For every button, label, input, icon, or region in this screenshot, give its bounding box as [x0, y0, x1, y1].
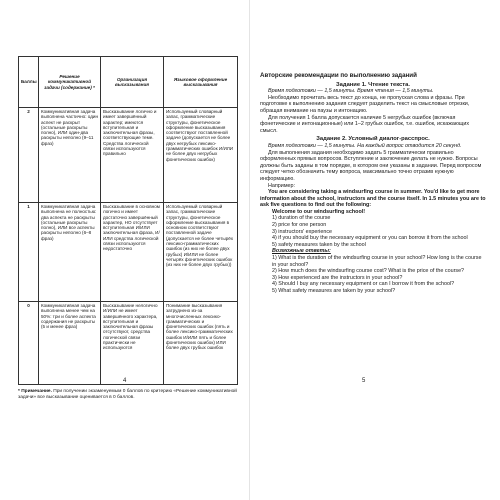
answer-item: 4) Should I buy any necessary equipment or can I borrow it from the school?: [272, 281, 455, 288]
answer-item: 1) What is the duration of the windsurfing course in your school? How long is the course in your school?: [272, 255, 482, 268]
table-row: [19, 108, 238, 203]
right-content: [260, 72, 486, 295]
header-language: Языковое оформление высказывания: [164, 57, 238, 108]
row-language: Используемый словарный запас, грамматические структуры, фонетическое оформление высказывания соответствуют поставленной задаче (допускается не более двух негрубых лексико-грамматических ошибок И/ИЛИ не более двух негрубых фонетических ошибок): [164, 108, 238, 203]
task1-paragraph-2: Для получения 1 балла допускается наличие 5 негрубых ошибок (включая фонетические и интонационные) или 1–2 грубых ошибок, т.е. ошибок, искажающих смысл.: [260, 114, 470, 134]
task2-paragraph: Для выполнения задания необходимо задать 5 грамматически правильно оформленных прямых вопросов. Вступление и заключение делать не нужно. Вопросы должны быть заданы в том порядке, в котором они указаны в задании. Перед вопросом следует четко обозначить тему вопроса, максимально точно отразив нужную информацию.: [260, 149, 482, 182]
table-header-row: [19, 57, 238, 108]
task1-time: Время подготовки — 1,5 минуты. Время чтения — 1,5 минуты.: [268, 88, 434, 95]
task2-heading: Задание 2. Условный диалог-расспрос.: [316, 136, 430, 143]
row-organization: Высказывание нелогично И/ИЛИ не имеет завершённого характера, вступительная и заключительная фразы отсутствуют, средства логической связи практически не используются: [101, 302, 164, 385]
list-item: 1) duration of the course: [272, 215, 331, 222]
answers-label: Возможные ответы:: [272, 248, 331, 255]
table-row: [19, 203, 238, 302]
row-language: Понимание высказывания затруднено из-за многочисленных лексико-грамматических и фонетических ошибок (пять и более лексико-грамматических ошибок И/ИЛИ пять и более фонетических ошибок) ИЛИ более двух грубых ошибок: [164, 302, 238, 385]
answer-item: 2) How much does the windsurfing course cost? What is the price of the course?: [272, 268, 465, 275]
table-row: [19, 302, 238, 385]
criteria-table: [18, 56, 238, 385]
footnote-label: * Примечание.: [18, 389, 52, 394]
header-task: Решение коммуникативной задачи (содержание) *: [39, 57, 101, 108]
task2-time: Время подготовки — 1,5 минуты. На каждый вопрос отводится 20 секунд.: [268, 142, 462, 149]
footnote-text: При получении экзаменуемым 0 баллов по критерию «Решение коммуникативной задачи» все высказывание оценивается в 0 баллов.: [18, 389, 237, 400]
task1-paragraph: Необходимо прочитать весь текст до конца, не пропуская слова и фразы. При подготовке к выполнению задания следует разделить текст на смысловые отрезки, обращая внимание на паузы и интонацию.: [260, 94, 470, 114]
row-score: 2: [19, 108, 39, 203]
answer-item: 3) How experienced are the instructors in your school?: [272, 274, 403, 281]
row-organization: Высказывание в основном логично и имеет достаточно завершённый характер, НО отсутствует вступительная И/ИЛИ заключительная фраза, И/ИЛИ средства логической связи используются недостаточно: [101, 203, 164, 302]
page-title: Авторские рекомендации по выполнению заданий: [260, 72, 417, 79]
row-task: Коммуникативная задача выполнена менее чем на 50%: три и более аспекта содержания не раскрыты (5 и менее фраз): [39, 302, 101, 385]
row-language: Используемый словарный запас, грамматические структуры, фонетическое оформление высказывания в основном соответствуют поставленной задаче (допускается не более четырёх лексико-грамматических ошибок (из них не более двух грубых) И/ИЛИ не более четырёх фонетических ошибок (из них не более двух грубых)): [164, 203, 238, 302]
row-task: Коммуникативная задача выполнена не полностью: два аспекта не раскрыты (остальные раскрыты полно), ИЛИ все аспекты раскрыты неполно (6–8 фраз): [39, 203, 101, 302]
row-score: 1: [19, 203, 39, 302]
right-page: [250, 0, 500, 500]
row-task: Коммуникативная задача выполнена частично: один аспект не раскрыт (остальные раскрыты полно), ИЛИ один-два раскрыты неполно (9–11 фраз): [39, 108, 101, 203]
list-item: 3) instructors' experience: [272, 228, 333, 235]
task1-heading: Задание 1. Чтение текста.: [336, 81, 410, 88]
welcome-line: Welcome to our windsurfing school!: [272, 208, 366, 215]
list-item: 4) if you should buy the necessary equipment or you can borrow it from the school: [272, 235, 468, 242]
footnote: [18, 389, 237, 401]
page-number-left: 4: [123, 378, 127, 384]
task-prompt: You are considering taking a windsurfing course in summer. You'd like to get more information about the school, instructors and the course itself. In 1.5 minutes you are to ask five questions to find out the following:: [260, 189, 486, 209]
example-label: Например:: [268, 182, 296, 189]
row-organization: Высказывание логично и имеет завершённый характер; имеются вступительная и заключительная фразы, соответствующие теме. Средства логической связи используются правильно: [101, 108, 164, 203]
header-organization: Организация высказывания: [101, 57, 164, 108]
list-item: 5) safety measures taken by the school: [272, 241, 366, 248]
list-item: 2) price for one person: [272, 222, 327, 229]
page-number-right: 5: [362, 378, 366, 384]
header-score: Баллы: [19, 57, 39, 108]
answer-item: 5) What safety measures are taken by your school?: [272, 288, 396, 294]
row-score: 0: [19, 302, 39, 385]
